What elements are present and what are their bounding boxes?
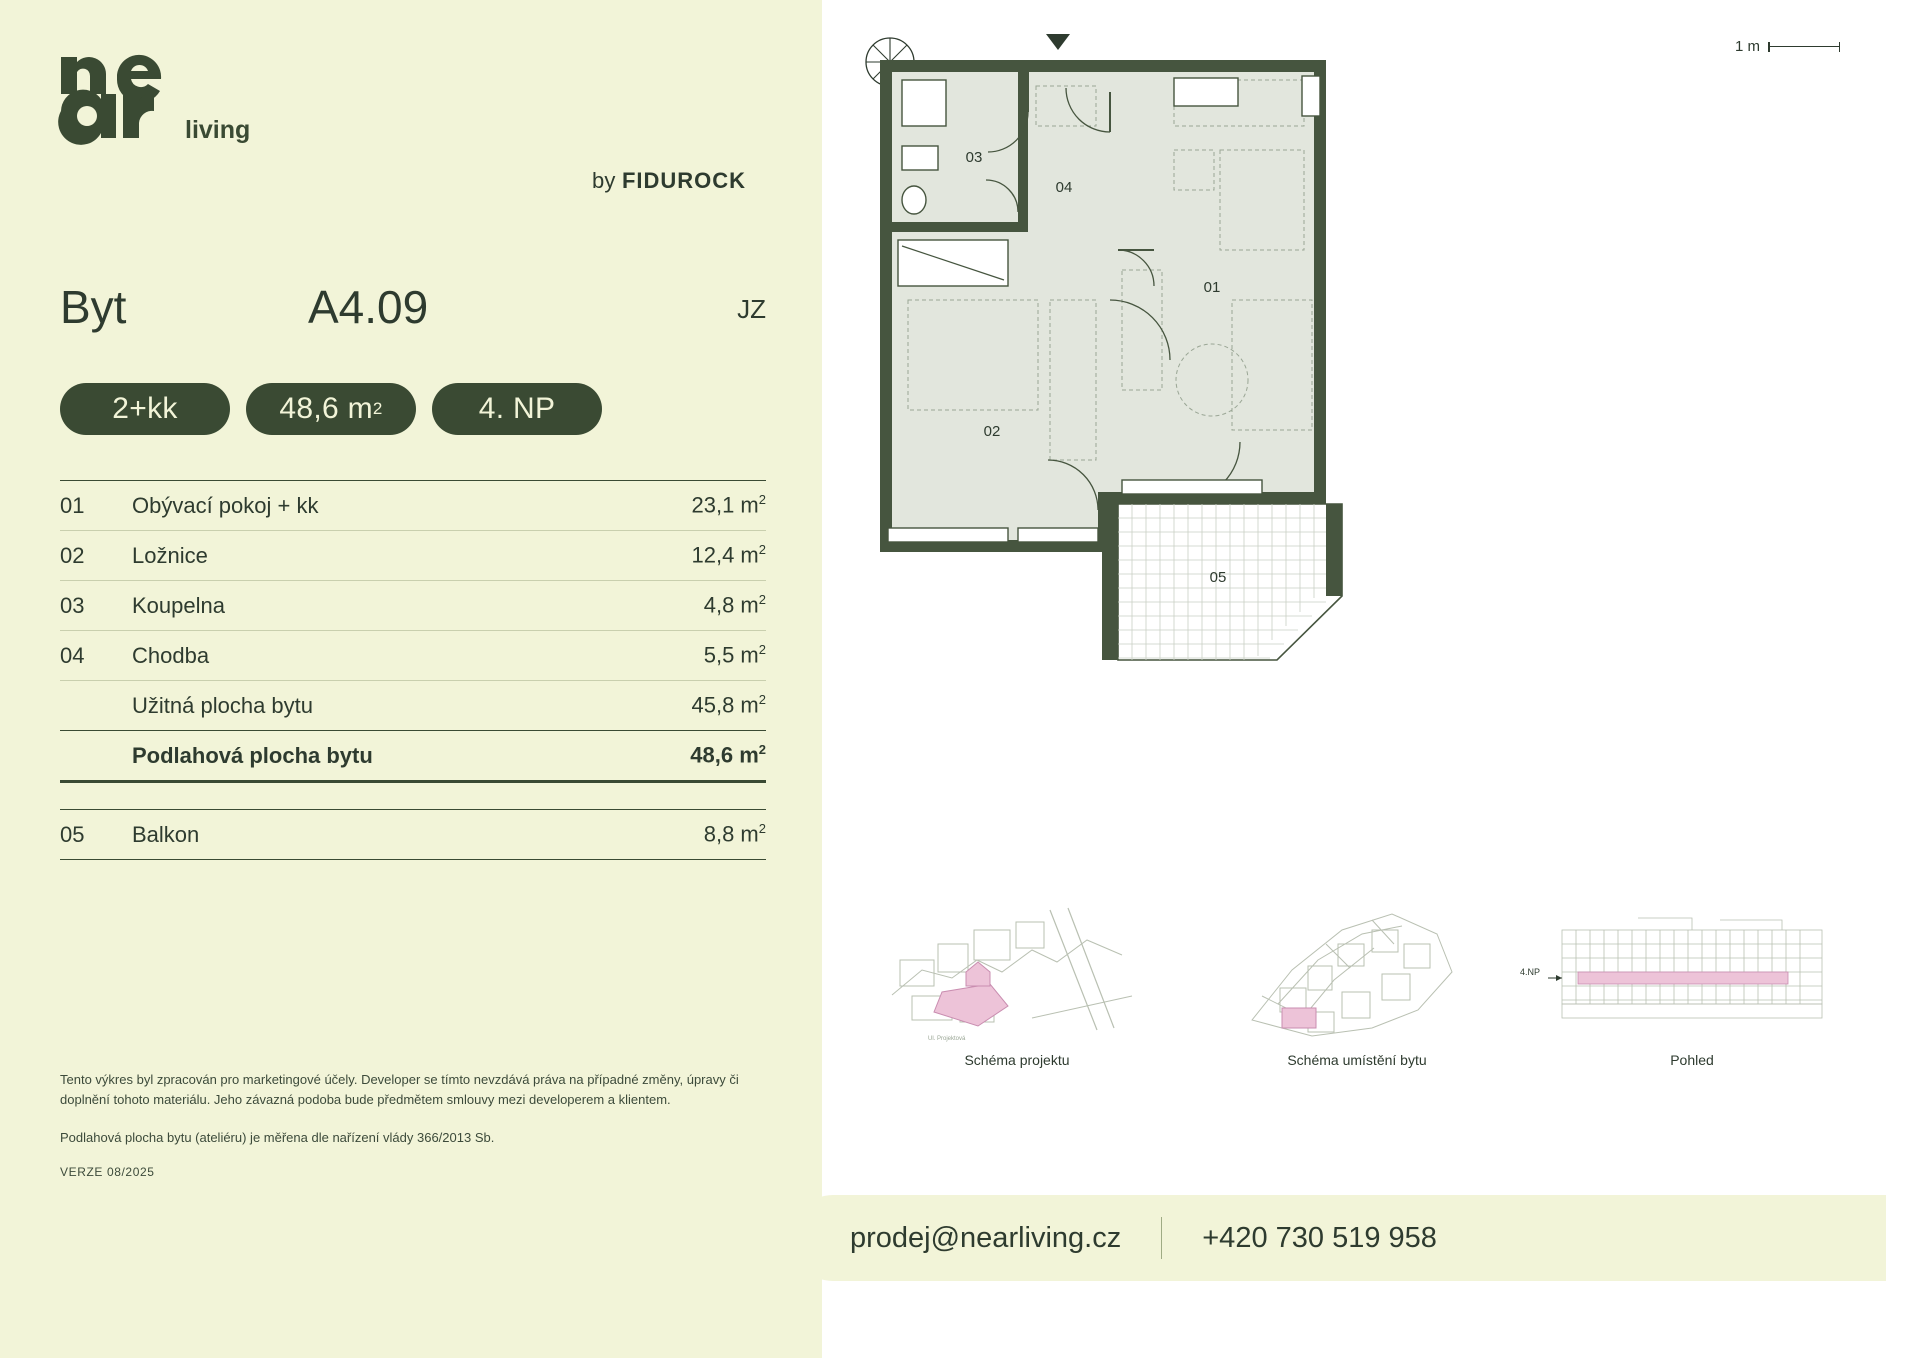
- by-fidurock: [592, 168, 746, 194]
- usable-area-row: [60, 680, 766, 730]
- room-name: Ložnice: [132, 542, 208, 568]
- room-area-sup: 2: [758, 542, 766, 558]
- balcony-area-value: 8,8 m: [703, 821, 759, 847]
- unit-location-caption: Schéma umístění bytu: [1287, 1052, 1427, 1068]
- room-area-value: 12,4 m: [691, 542, 759, 568]
- svg-text:Ul. Projektová: Ul. Projektová: [928, 1036, 966, 1042]
- badge-layout: [60, 383, 230, 435]
- badge-layout-text: 2+kk: [112, 392, 178, 425]
- rooms-table: [60, 480, 766, 860]
- near-living-logo: [57, 45, 297, 160]
- room-number: 02: [60, 542, 85, 568]
- room-number: 04: [60, 642, 85, 668]
- badge-area-text: 48,6 m: [279, 392, 373, 425]
- fidurock-label: FIDUROCK: [621, 168, 747, 193]
- room-area-value: 5,5 m: [703, 642, 759, 668]
- usable-area-value: [692, 692, 767, 718]
- disclaimer-line-2: Podlahová plocha bytu (ateliéru) je měřena dle nařízení vlády 366/2013 Sb.: [60, 1130, 495, 1146]
- plan-room-number-03: 03: [965, 149, 983, 166]
- table-row: [60, 630, 766, 680]
- elevation-caption: Pohled: [1670, 1052, 1714, 1068]
- unit-label: Byt: [60, 281, 127, 333]
- room-area-sup: 2: [758, 492, 766, 508]
- contact-email[interactable]: prodej@nearliving.cz: [850, 1221, 1122, 1254]
- total-area-sup: 2: [758, 742, 766, 758]
- table-row: [60, 530, 766, 580]
- usable-area-sup: 2: [758, 692, 766, 708]
- table-row: [60, 580, 766, 630]
- entry-arrow-icon: [1046, 34, 1070, 50]
- scheme-thumbnails: [882, 900, 1862, 1070]
- disclaimer-line-1: Tento výkres byl zpracován pro marketingové účely. Developer se tímto nevzdává práva na případné změny, úpravy či doplnění tohoto materiálu. Jeho závazná podoba bude předmětem smlouvy mezi developerem a klientem.: [60, 1072, 739, 1108]
- plan-room-number-05: 05: [1209, 569, 1227, 586]
- badge-area: [246, 383, 416, 435]
- total-area-label: Podlahová plocha bytu: [132, 742, 373, 768]
- room-area-sup: 2: [758, 642, 766, 658]
- balcony-area-sup: 2: [758, 821, 766, 837]
- balcony-area: [704, 821, 766, 847]
- room-area: [704, 642, 766, 668]
- project-scheme-thumb: [882, 900, 1152, 1068]
- usable-area-number-value: 45,8 m: [691, 692, 759, 718]
- disclaimer: [60, 1070, 740, 1166]
- unit-badges: [60, 383, 602, 435]
- plan-room-number-01: 01: [1203, 279, 1221, 296]
- floorplan-drawing: [822, 0, 1920, 760]
- total-area-value: [690, 742, 766, 768]
- info-panel: [0, 0, 822, 1358]
- balcony-label: Balkon: [132, 821, 200, 847]
- room-name: Chodba: [132, 642, 210, 668]
- unit-location-thumb: [1222, 900, 1492, 1068]
- room-number: 03: [60, 592, 85, 618]
- unit-code: A4.09: [308, 281, 429, 333]
- scale-label: 1 m: [1734, 38, 1760, 55]
- total-area-row: [60, 730, 766, 783]
- total-area-number-value: 48,6 m: [690, 742, 759, 768]
- version-label: VERZE 08/2025: [60, 1165, 155, 1179]
- room-area-sup: 2: [758, 592, 766, 608]
- room-area: [692, 492, 767, 518]
- plan-room-number-04: 04: [1055, 179, 1073, 196]
- balcony-number: 05: [60, 821, 85, 847]
- table-row: [60, 480, 766, 530]
- room-number: 01: [60, 492, 85, 518]
- badge-floor-text: 4. NP: [478, 392, 556, 425]
- room-area: [692, 542, 767, 568]
- project-scheme-caption: Schéma projektu: [964, 1052, 1070, 1068]
- contact-bar: [790, 1195, 1886, 1281]
- elevation-floor-label: 4.NP: [1520, 967, 1541, 977]
- room-area: [704, 592, 766, 618]
- plan-panel: [822, 0, 1920, 1358]
- by-label: by: [592, 168, 616, 193]
- balcony-row: [60, 809, 766, 860]
- unit-orientation: JZ: [737, 294, 766, 324]
- contact-phone[interactable]: +420 730 519 958: [1202, 1221, 1437, 1254]
- logo-mark-icon: [57, 45, 297, 160]
- svg-text:living: living: [185, 116, 251, 144]
- room-area-value: 4,8 m: [703, 592, 759, 618]
- contact-divider: [1161, 1217, 1162, 1259]
- plan-room-number-02: 02: [983, 423, 1001, 440]
- usable-area-label: Užitná plocha bytu: [132, 692, 313, 718]
- unit-header: [60, 280, 766, 340]
- floorplan-geometry: [880, 34, 1345, 660]
- badge-floor: [432, 383, 602, 435]
- room-area-value: 23,1 m: [691, 492, 759, 518]
- room-name: Koupelna: [132, 592, 225, 618]
- elevation-thumb: [1520, 910, 1842, 1068]
- room-name: Obývací pokoj + kk: [132, 492, 319, 518]
- badge-area-sup: 2: [372, 399, 383, 418]
